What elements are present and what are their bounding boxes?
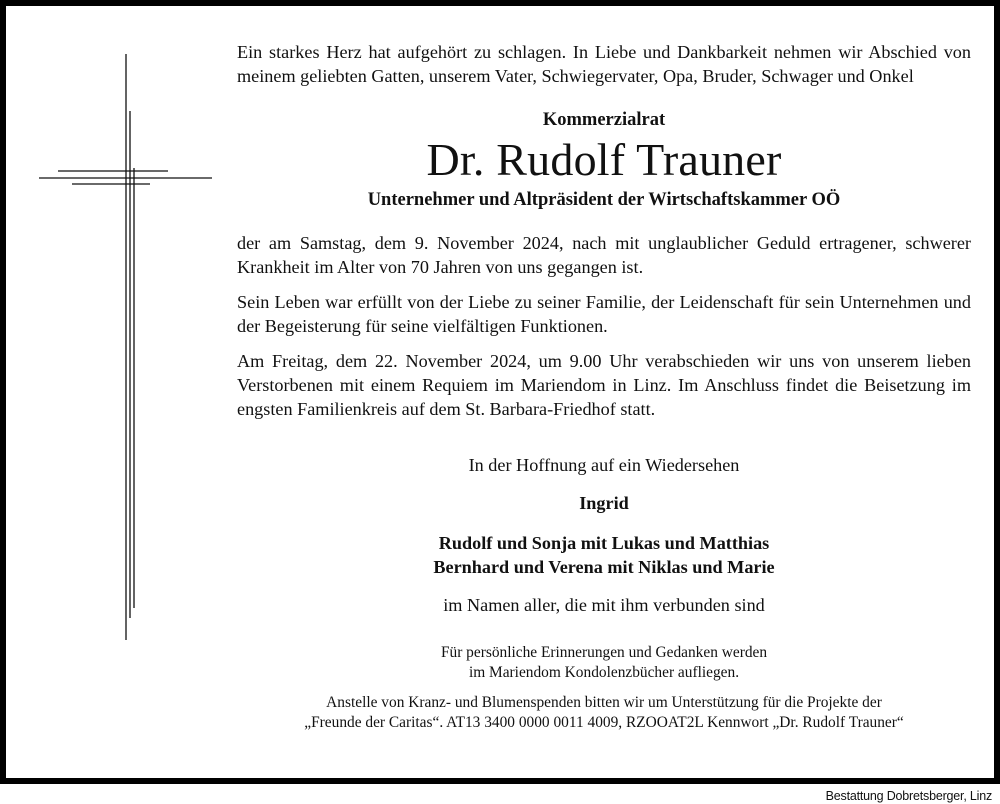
deceased-title: Kommerzialrat xyxy=(542,110,666,130)
funeral-paragraph: Am Freitag, dem 22. November 2024, um 9.00 Uhr verabschieden wir uns von unserem lieben Verstorbenen mit einem Requiem im Mariendom in Linz. Im Anschluss findet die Beisetzung im engsten Familienkreis auf dem St. Barbara-Friedhof statt. xyxy=(237,351,971,419)
life-paragraph: Sein Leben war erfüllt von der Liebe zu seiner Familie, der Leidenschaft für sein Unternehmen und der Begeisterung für seine vielfältigen Funktionen. xyxy=(237,292,971,336)
deceased-position: Unternehmer und Altpräsident der Wirtschaftskammer OÖ xyxy=(367,190,841,210)
family-block xyxy=(237,531,971,579)
condolence-line: im Mariendom Kondolenzbücher aufliegen. xyxy=(468,664,740,681)
family-line: Bernhard und Verena mit Niklas und Marie xyxy=(433,557,775,577)
donation-note xyxy=(237,693,971,733)
spouse-name: Ingrid xyxy=(579,493,629,513)
hope-line: In der Hoffnung auf ein Wiedersehen xyxy=(468,455,740,475)
deceased-name: Dr. Rudolf Trauner xyxy=(426,134,782,185)
obituary-content xyxy=(237,40,971,733)
condolence-line: Für persönliche Erinnerungen und Gedanken werden xyxy=(440,644,768,661)
donation-line: Anstelle von Kranz- und Blumenspenden bitten wir um Unterstützung für die Projekte der xyxy=(326,694,882,711)
death-paragraph: der am Samstag, dem 9. November 2024, nach mit unglaublicher Geduld ertragener, schwerer Krankheit im Alter von 70 Jahren von uns gegangen ist. xyxy=(237,233,971,277)
condolence-note xyxy=(237,643,971,683)
cross-icon xyxy=(6,6,226,790)
on-behalf-line: im Namen aller, die mit ihm verbunden sind xyxy=(443,595,765,615)
funeral-home-credit: Bestattung Dobretsberger, Linz xyxy=(825,789,992,803)
intro-text: Ein starkes Herz hat aufgehört zu schlagen. In Liebe und Dankbarkeit nehmen wir Abschied von meinem geliebten Gatten, unserem Vater, Schwiegervater, Opa, Bruder, Schwager und Onkel xyxy=(237,42,971,86)
family-line: Rudolf und Sonja mit Lukas und Matthias xyxy=(438,533,770,553)
donation-line: „Freunde der Caritas“. AT13 3400 0000 0011 4009, RZOOAT2L Kennwort „Dr. Rudolf Trauner“ xyxy=(304,714,904,731)
